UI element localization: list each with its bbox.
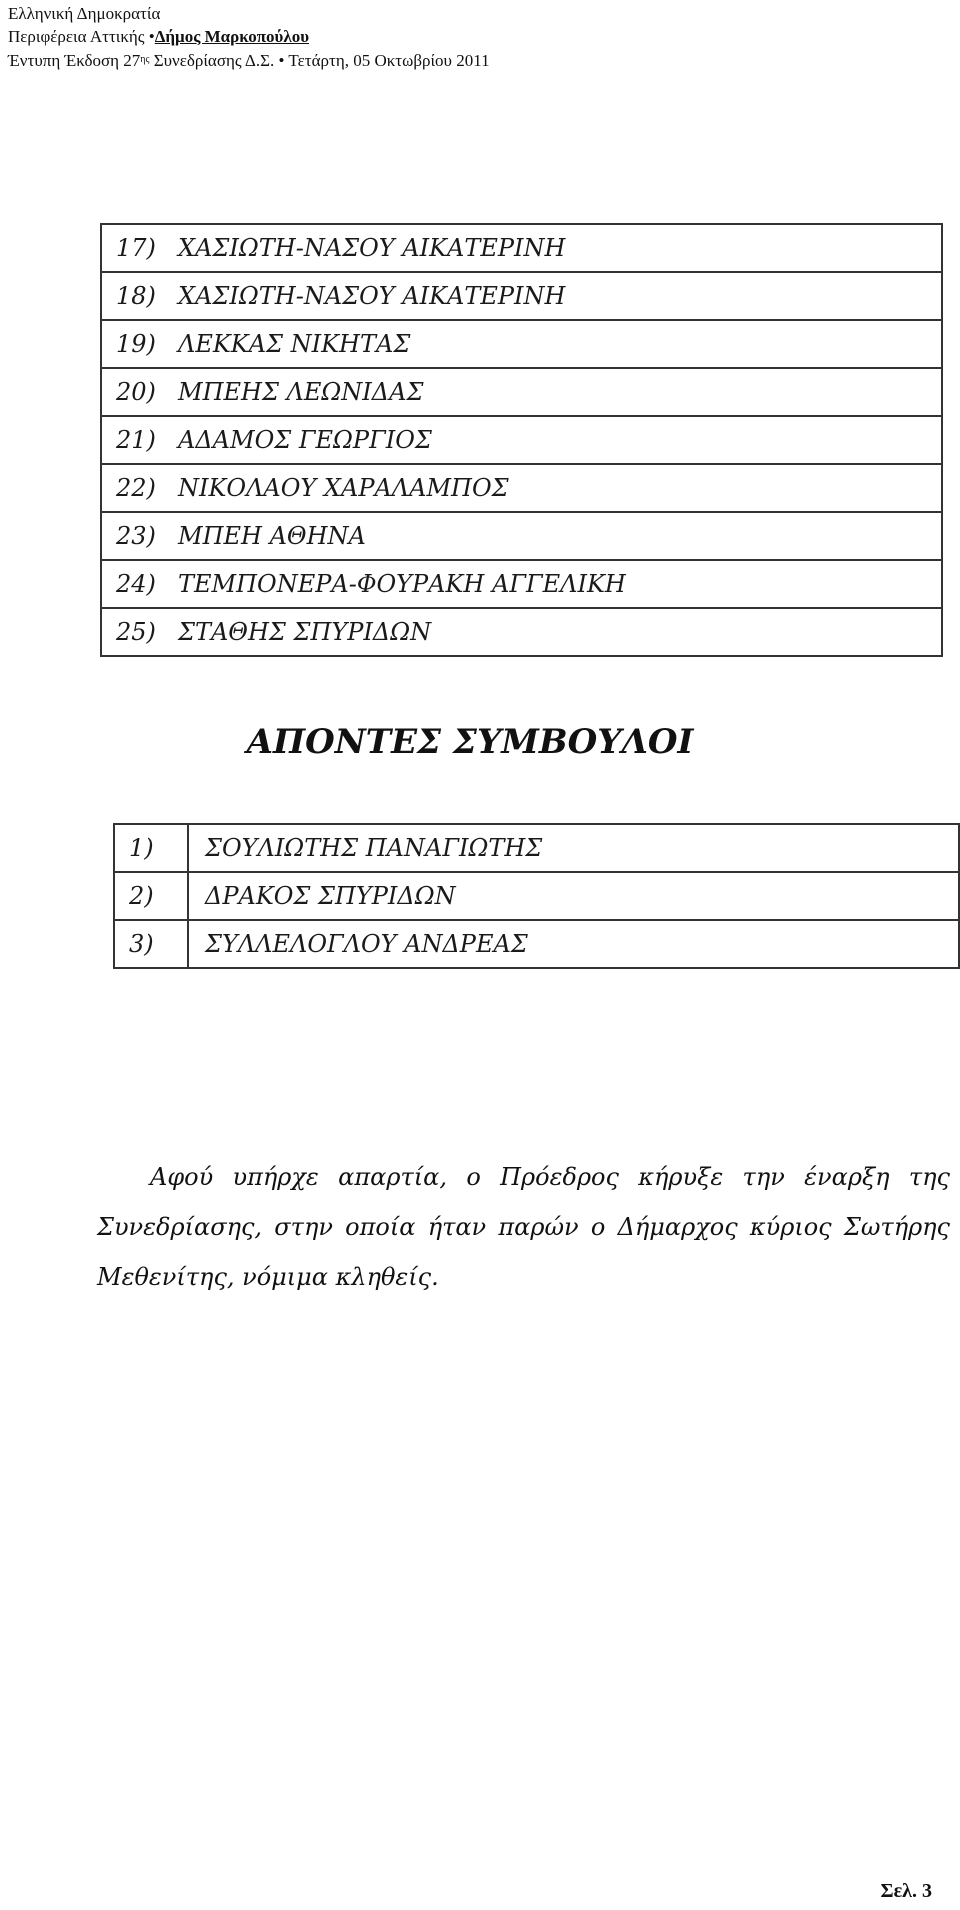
absent-members-heading: ΑΠΟΝΤΕΣ ΣΥΜΒΟΥΛΟΙ <box>246 722 694 762</box>
header-region: Περιφέρεια Αττικής <box>8 27 145 46</box>
absent-members-table <box>113 823 960 969</box>
member-name: ΧΑΣΙΩΤΗ-ΝΑΣΟΥ ΑΙΚΑΤΕΡΙΝΗ <box>178 272 942 320</box>
table-row <box>101 368 942 416</box>
page-number: Σελ. 3 <box>880 1880 932 1902</box>
member-name: ΝΙΚΟΛΑΟΥ ΧΑΡΑΛΑΜΠΟΣ <box>178 464 942 512</box>
member-name: ΧΑΣΙΩΤΗ-ΝΑΣΟΥ ΑΙΚΑΤΕΡΙΝΗ <box>178 224 942 272</box>
member-number: 17) <box>101 224 178 272</box>
member-number: 1) <box>114 824 188 872</box>
member-number: 23) <box>101 512 178 560</box>
member-name: ΣΥΛΛΕΛΟΓΛΟΥ ΑΝΔΡΕΑΣ <box>188 920 959 968</box>
table-row <box>114 824 959 872</box>
header-country: Ελληνική Δημοκρατία <box>8 4 161 23</box>
table-row <box>101 416 942 464</box>
member-number: 3) <box>114 920 188 968</box>
header-edition-suffix: Συνεδρίασης Δ.Σ. <box>149 51 275 70</box>
member-number: 20) <box>101 368 178 416</box>
member-name: ΣΟΥΛΙΩΤΗΣ ΠΑΝΑΓΙΩΤΗΣ <box>188 824 959 872</box>
table-row <box>114 872 959 920</box>
table-row <box>101 464 942 512</box>
member-number: 19) <box>101 320 178 368</box>
member-name: ΑΔΑΜΟΣ ΓΕΩΡΓΙΟΣ <box>178 416 942 464</box>
member-number: 25) <box>101 608 178 656</box>
member-name: ΜΠΕΗΣ ΛΕΩΝΙΔΑΣ <box>178 368 942 416</box>
member-name: ΛΕΚΚΑΣ ΝΙΚΗΤΑΣ <box>178 320 942 368</box>
header-region-line <box>8 25 490 48</box>
member-number: 22) <box>101 464 178 512</box>
bullet-icon: • <box>278 51 285 70</box>
header-edition-line <box>8 48 490 72</box>
header-municipality: Δήμος Μαρκοπούλου <box>154 27 310 46</box>
table-row <box>101 512 942 560</box>
member-name: ΣΤΑΘΗΣ ΣΠΥΡΙΔΩΝ <box>178 608 942 656</box>
member-number: 24) <box>101 560 178 608</box>
member-number: 21) <box>101 416 178 464</box>
present-members-table <box>100 223 943 657</box>
table-row <box>101 320 942 368</box>
header-edition-prefix: Έντυπη Έκδοση 27 <box>8 51 141 70</box>
member-name: ΜΠΕΗ ΑΘΗΝΑ <box>178 512 942 560</box>
table-row <box>101 224 942 272</box>
table-row <box>101 608 942 656</box>
member-number: 2) <box>114 872 188 920</box>
table-row <box>101 272 942 320</box>
document-header <box>8 2 490 72</box>
header-edition-sup: ης <box>140 54 150 65</box>
member-name: ΔΡΑΚΟΣ ΣΠΥΡΙΔΩΝ <box>188 872 959 920</box>
header-date: Τετάρτη, 05 Οκτωβρίου 2011 <box>288 51 490 70</box>
member-name: ΤΕΜΠΟΝΕΡΑ-ΦΟΥΡΑΚΗ ΑΓΓΕΛΙΚΗ <box>178 560 942 608</box>
bullet-icon: • <box>148 27 155 46</box>
body-paragraph: Αφού υπήρχε απαρτία, ο Πρόεδρος κήρυξε την έναρξη της Συνεδρίασης, στην οποία ήταν παρών ο Δήμαρχος κύριος Σωτήρης Μεθενίτης, νόμιμα κληθείς. <box>97 1163 950 1291</box>
table-row <box>101 560 942 608</box>
table-row <box>114 920 959 968</box>
member-number: 18) <box>101 272 178 320</box>
